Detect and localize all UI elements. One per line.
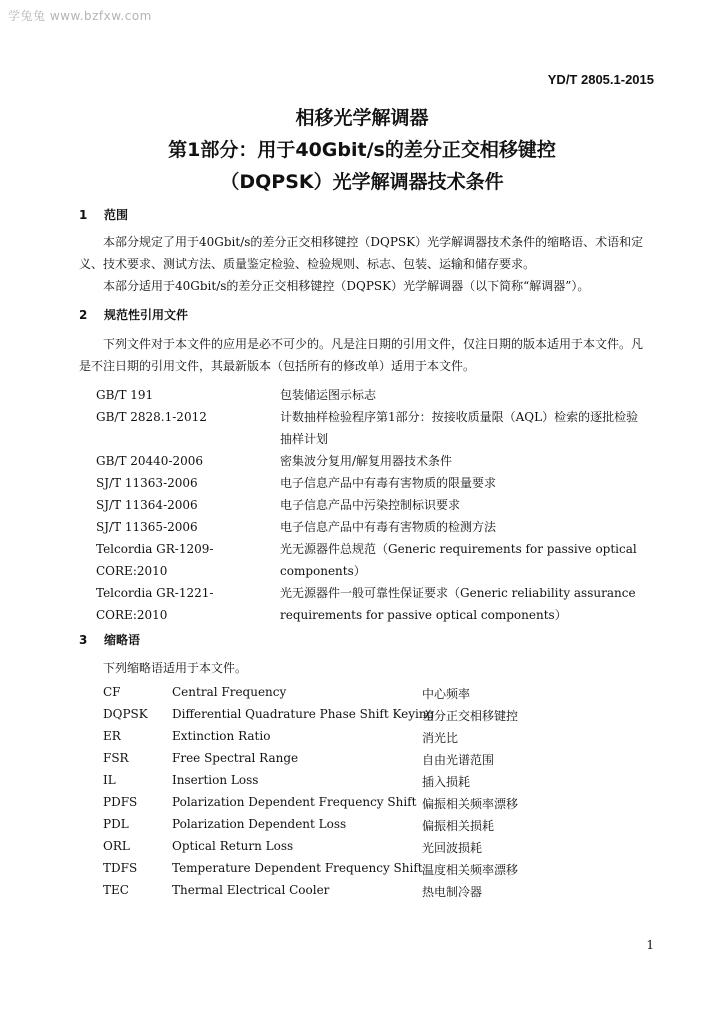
abbreviation-english: Free Spectral Range <box>172 751 299 765</box>
abbreviation-chinese: 插入损耗 <box>422 775 471 789</box>
reference-code: Telcordia GR-1209-CORE:2010 <box>96 542 214 578</box>
abbreviation-english: Temperature Dependent Frequency Shift <box>172 861 423 875</box>
abbreviation-chinese: 光回波损耗 <box>422 841 483 855</box>
references-intro <box>79 333 653 377</box>
section-heading-abbreviations <box>79 631 140 648</box>
section-heading-scope <box>79 206 128 223</box>
scope-text-1: 本部分规定了用于40Gbit/s的差分正交相移键控（DQPSK）光学解调器技术条件的缩略语、术语和定义、技术要求、测试方法、质量鉴定检验、检验规则、标志、包装、运输和储存要求。 <box>79 235 644 271</box>
title-line-1: 相移光学解调器 <box>295 107 429 129</box>
references-intro-text: 下列文件对于本文件的应用是必不可少的。凡是注日期的引用文件，仅注日期的版本适用于本文件。凡是不注日期的引用文件，其最新版本（包括所有的修改单）适用于本文件。 <box>79 337 644 373</box>
abbreviation-english: Polarization Dependent Loss <box>172 817 347 831</box>
reference-code: SJ/T 11364-2006 <box>96 498 198 512</box>
reference-title: 光无源器件总规范（Generic requirements for passive optical components） <box>280 542 637 578</box>
abbreviation-term: ER <box>103 729 121 743</box>
standard-number: YD/T 2805.1-2015 <box>547 72 654 87</box>
reference-code: GB/T 191 <box>96 388 154 402</box>
abbreviation-term: CF <box>103 685 121 699</box>
abbreviation-english: Differential Quadrature Phase Shift Keying <box>172 707 435 721</box>
abbreviations-intro: 下列缩略语适用于本文件。 <box>103 661 248 675</box>
abbreviation-term: TEC <box>103 883 129 897</box>
section-title: 范围 <box>104 208 129 222</box>
scope-paragraph-2 <box>79 275 653 297</box>
section-number: 1 <box>79 208 88 222</box>
reference-title: 电子信息产品中有毒有害物质的限量要求 <box>280 476 497 490</box>
reference-title: 包装储运图示标志 <box>280 388 377 402</box>
section-heading-references <box>79 306 188 323</box>
title-line-3: （DQPSK）光学解调器技术条件 <box>220 171 504 193</box>
abbreviation-english: Thermal Electrical Cooler <box>172 883 330 897</box>
reference-code: GB/T 20440-2006 <box>96 454 204 468</box>
abbreviation-english: Polarization Dependent Frequency Shift <box>172 795 417 809</box>
page-number: 1 <box>646 938 654 952</box>
abbreviation-chinese: 中心频率 <box>422 687 471 701</box>
reference-title: 密集波分复用/解复用器技术条件 <box>280 454 453 468</box>
title-line-2: 第1部分：用于40Gbit/s的差分正交相移键控 <box>168 139 556 161</box>
abbreviation-english: Optical Return Loss <box>172 839 294 853</box>
abbreviation-term: TDFS <box>103 861 138 875</box>
abbreviation-term: PDL <box>103 817 129 831</box>
watermark: 学兔兔 www.bzfxw.com <box>8 9 152 23</box>
abbreviation-chinese: 热电制冷器 <box>422 885 483 899</box>
abbreviation-term: FSR <box>103 751 129 765</box>
abbreviation-chinese: 偏振相关频率漂移 <box>422 797 519 811</box>
reference-code: GB/T 2828.1-2012 <box>96 410 207 424</box>
section-number: 3 <box>79 633 88 647</box>
abbreviation-english: Central Frequency <box>172 685 287 699</box>
section-title: 规范性引用文件 <box>104 308 189 322</box>
abbreviation-chinese: 温度相关频率漂移 <box>422 863 519 877</box>
reference-title: 光无源器件一般可靠性保证要求（Generic reliability assurance requirements for passive optical components） <box>280 586 636 622</box>
abbreviation-term: PDFS <box>103 795 138 809</box>
abbreviation-term: ORL <box>103 839 130 853</box>
scope-paragraph-1 <box>79 231 653 275</box>
section-number: 2 <box>79 308 88 322</box>
scope-text-2: 本部分适用于40Gbit/s的差分正交相移键控（DQPSK）光学解调器（以下简称“解调器”）。 <box>103 279 590 293</box>
reference-code: SJ/T 11365-2006 <box>96 520 198 534</box>
reference-title: 电子信息产品中污染控制标识要求 <box>280 498 461 512</box>
abbreviation-chinese: 消光比 <box>422 731 459 745</box>
abbreviation-term: DQPSK <box>103 707 148 721</box>
reference-title: 电子信息产品中有毒有害物质的检测方法 <box>280 520 497 534</box>
abbreviation-chinese: 偏振相关损耗 <box>422 819 495 833</box>
abbreviation-english: Insertion Loss <box>172 773 259 787</box>
abbreviation-english: Extinction Ratio <box>172 729 271 743</box>
reference-title: 计数抽样检验程序第1部分：按接收质量限（AQL）检索的逐批检验抽样计划 <box>280 410 639 446</box>
section-title: 缩略语 <box>104 633 141 647</box>
reference-code: SJ/T 11363-2006 <box>96 476 198 490</box>
reference-code: Telcordia GR-1221-CORE:2010 <box>96 586 214 622</box>
abbreviation-term: IL <box>103 773 116 787</box>
abbreviation-chinese: 自由光谱范围 <box>422 753 495 767</box>
abbreviation-chinese: 差分正交相移键控 <box>422 709 519 723</box>
